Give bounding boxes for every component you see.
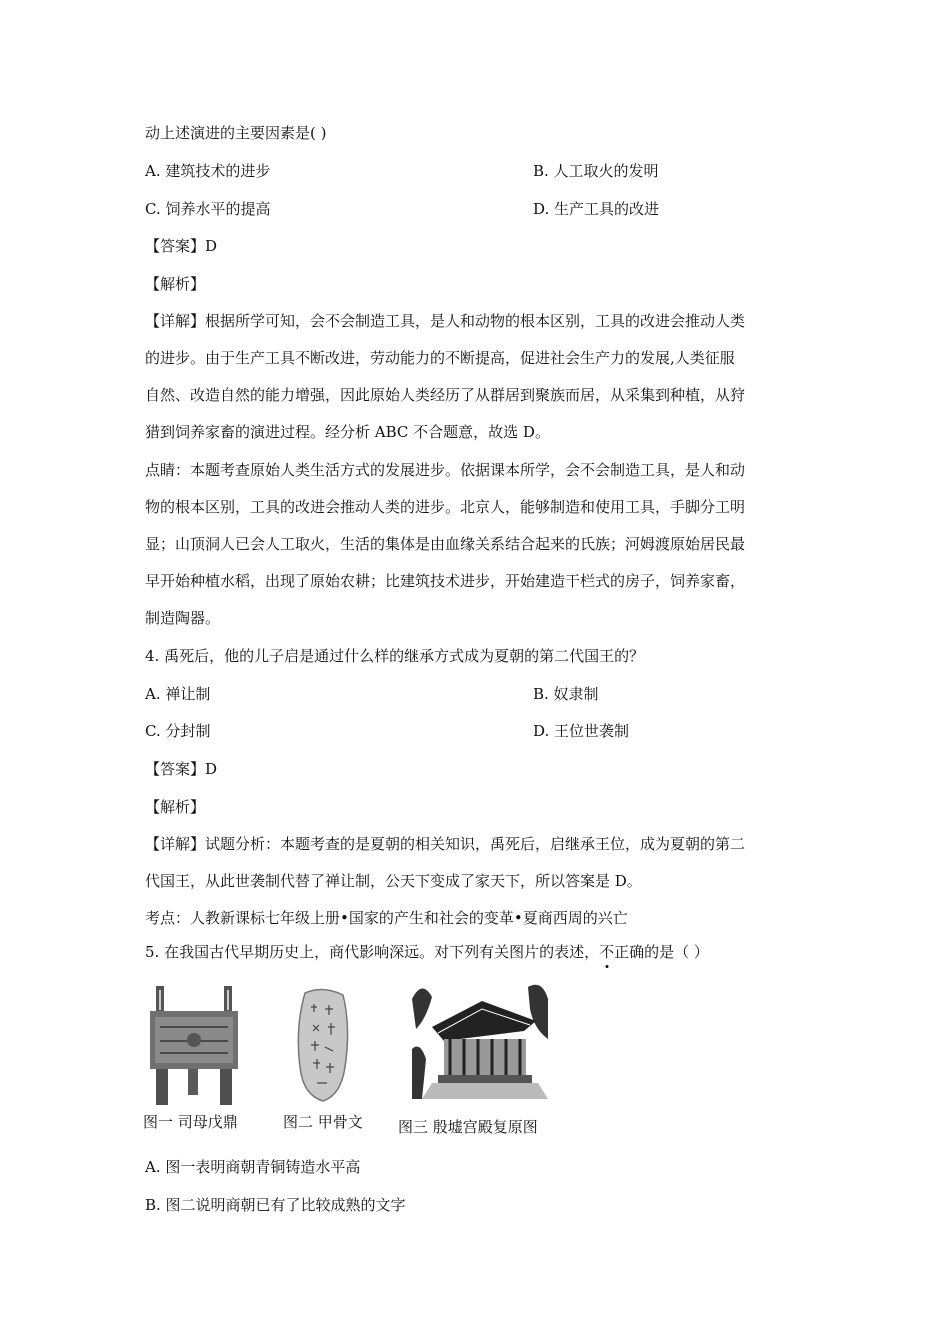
q4-analysis-label: 【解析】: [145, 798, 206, 816]
q5-option-b: B. 图二说明商朝已有了比较成熟的文字: [145, 1196, 406, 1214]
q3-note-line: 显；山顶洞人已会人工取火，生活的集体是由血缘关系结合起来的氏族；河姆渡原始居民最: [145, 535, 746, 553]
q4-stem: 4. 禹死后，他的儿子启是通过什么样的继承方式成为夏朝的第二代国王的？: [145, 647, 645, 665]
q3-option-d: D. 生产工具的改进: [533, 200, 660, 218]
q4-detail-line: 代国王，从此世袭制代替了禅让制，公天下变成了家天下，所以答案是 D。: [145, 872, 642, 890]
q5-stem: 5. 在我国古代早期历史上，商代影响深远。对下列有关图片的表述，不正确的是（ ）: [145, 943, 709, 961]
figure-caption: 图三 殷墟宫殿复原图: [398, 1118, 538, 1136]
ding-figure: [146, 983, 242, 1108]
q3-detail-line: 的进步。由于生产工具不断改进，劳动能力的不断提高，促进社会生产力的发展,人类征服: [145, 349, 735, 367]
q4-detail-line: 【详解】试题分析：本题考查的是夏朝的相关知识，禹死后，启继承王位，成为夏朝的第二: [145, 835, 746, 853]
q3-detail-line: 猎到饲养家畜的演进过程。经分析 ABC 不合题意，故选 D。: [145, 423, 550, 441]
q3-note-line: 物的根本区别，工具的改进会推动人类的进步。北京人，能够制造和使用工具，手脚分工明: [145, 498, 746, 516]
q3-option-a: A. 建筑技术的进步: [145, 162, 271, 180]
emphasis-dot-char: 不: [599, 943, 615, 961]
q3-analysis-label: 【解析】: [145, 275, 206, 293]
q4-kaodian: 考点：人教新课标七年级上册•国家的产生和社会的变革•夏商西周的兴亡: [145, 909, 628, 927]
palace-figure: [412, 979, 548, 1103]
q4-option-d: D. 王位世袭制: [533, 722, 630, 740]
q4-option-b: B. 奴隶制: [533, 685, 599, 703]
q3-option-c: C. 饲养水平的提高: [145, 200, 271, 218]
q3-answer: 【答案】D: [145, 237, 218, 255]
q3-stem-tail: 动上述演进的主要因素是( ): [145, 124, 327, 142]
q3-detail-line: 自然、改造自然的能力增强，因此原始人类经历了从群居到聚族而居，从采集到种植，从狩: [145, 386, 746, 404]
q4-option-c: C. 分封制: [145, 722, 211, 740]
q5-option-a: A. 图一表明商朝青铜铸造水平高: [145, 1158, 361, 1176]
q3-detail-line: 【详解】根据所学可知，会不会制造工具，是人和动物的根本区别，工具的改进会推动人类: [145, 312, 746, 330]
q4-option-a: A. 禅让制: [145, 685, 211, 703]
q4-answer: 【答案】D: [145, 760, 218, 778]
q3-option-b: B. 人工取火的发明: [533, 162, 659, 180]
q3-note-line: 早开始种植水稻，出现了原始农耕；比建筑技术进步，开始建造干栏式的房子，饲养家畜，: [145, 572, 746, 590]
oracle-bone-figure: [295, 987, 351, 1103]
figure-caption: 图一 司母戊鼎: [143, 1113, 238, 1131]
q3-note-line: 制造陶器。: [145, 609, 221, 627]
q3-note-line: 点睛：本题考查原始人类生活方式的发展进步。依据课本所学，会不会制造工具，是人和动: [145, 461, 746, 479]
figure-caption: 图二 甲骨文: [283, 1113, 363, 1131]
